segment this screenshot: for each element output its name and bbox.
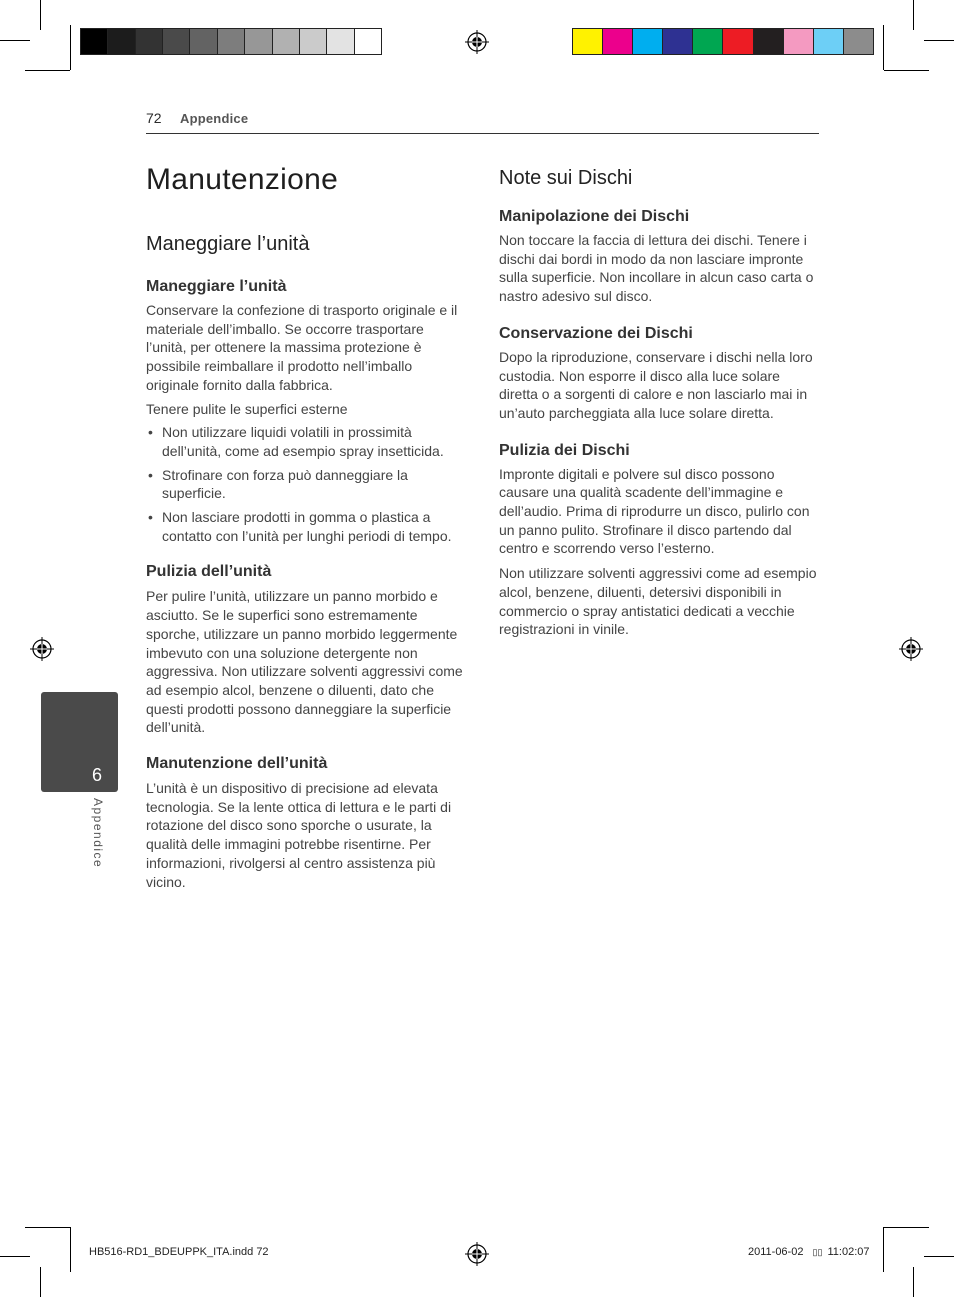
chapter-number: 6: [92, 765, 103, 785]
footer-date: [748, 1246, 870, 1258]
color-swatch: [81, 29, 108, 54]
paragraph: Per pulire l’unità, utilizzare un panno morbido e asciutto. Se le superfici sono estremamente sporche, utilizzare un panno morbido leggermente imbevuto con una soluzione detergente non aggressiva. Non utilizzare solventi aggressivi come ad esempio alcol, benzene o diluenti, dato che questi prodotti possono danneggiare la superficie dell’unità.: [146, 588, 463, 736]
bullet-list: [146, 423, 468, 545]
paragraph: Non toccare la faccia di lettura dei dischi. Tenere i dischi dai bordi in modo da non lasciare impronte sulla superficie. Non incollare in alcun caso carta o nastro adesivo sul disco.: [499, 232, 814, 305]
process-color-bar: [572, 28, 874, 55]
color-swatch: [603, 29, 633, 54]
crop-mark: [25, 70, 70, 71]
subsection-title: Pulizia dei Dischi: [499, 441, 630, 459]
paragraph: Non utilizzare solventi aggressivi come ad esempio alcol, benzene, diluenti, detersivi disponibili in commercio o spray antistatici dedicati a vecchie registrazioni in vinile.: [499, 565, 817, 638]
registration-mark-icon: [899, 637, 923, 661]
crop-mark: [25, 1227, 70, 1228]
crop-mark: [884, 70, 929, 71]
crop-mark: [0, 1256, 30, 1257]
header-rule: [146, 133, 819, 134]
chapter-label: Appendice: [91, 798, 105, 869]
page-title: Manutenzione: [146, 163, 339, 196]
grayscale-color-bar: [80, 28, 382, 55]
chapter-tab: [41, 692, 118, 792]
section-title: Maneggiare l’unità: [146, 233, 310, 255]
color-swatch: [754, 29, 784, 54]
crop-mark: [884, 1227, 929, 1228]
page-number: 72: [146, 110, 162, 126]
paragraph: Tenere pulite le superfici esterne: [146, 400, 348, 417]
right-column: [499, 167, 821, 639]
paragraph: Conservare la confezione di trasporto originale e il materiale dell’imballo. Se occorre trasportare l’unità, per ottenere la massima protezione è possibile reimballare il prodotto nell’imballo originale fornito dalla fabbrica.: [146, 302, 458, 393]
color-swatch: [245, 29, 272, 54]
subsection-title: Conservazione dei Dischi: [499, 324, 693, 342]
left-column: [146, 163, 468, 891]
color-swatch: [108, 29, 135, 54]
footer-time-mark: ▯▯: [812, 1247, 823, 1257]
section-title: Note sui Dischi: [499, 167, 633, 189]
paragraph: Impronte digitali e polvere sul disco possono causare una qualità scadente dell’immagine e dell’audio. Prima di riprodurre un disco, pulirlo con un panno pulito. Strofinare il disco partendo dal centro e scorrendo verso l’esterno.: [499, 465, 810, 557]
color-swatch: [136, 29, 163, 54]
footer-filename: HB516-RD1_BDEUPPK_ITA.indd 72: [89, 1246, 269, 1258]
color-swatch: [355, 29, 381, 54]
paragraph: Dopo la riproduzione, conservare i dischi nella loro custodia. Non esporre il disco alla luce solare diretta o a sorgenti di calore e non lasciarlo mai in un’auto parcheggiata alla luce solare diretta.: [499, 348, 813, 421]
crop-mark: [40, 1267, 41, 1297]
color-swatch: [300, 29, 327, 54]
crop-mark: [40, 0, 41, 30]
crop-mark: [70, 25, 71, 70]
registration-mark-icon: [465, 1242, 489, 1266]
list-item: • Non lasciare prodotti in gomma o plastica a contatto con l’unità per lunghi periodi di tempo.: [146, 508, 468, 545]
crop-mark: [0, 40, 30, 41]
subsection-title: Manipolazione dei Dischi: [499, 208, 690, 225]
running-header-title: Appendice: [180, 111, 249, 126]
subsection-title: Pulizia dell’unità: [146, 563, 272, 581]
crop-mark: [913, 1267, 914, 1297]
color-swatch: [663, 29, 693, 54]
color-swatch: [784, 29, 814, 54]
crop-mark: [924, 1256, 954, 1257]
color-swatch: [190, 29, 217, 54]
crop-mark: [924, 40, 954, 41]
crop-mark: [883, 25, 884, 70]
registration-mark-icon: [465, 30, 489, 54]
color-swatch: [218, 29, 245, 54]
color-swatch: [273, 29, 300, 54]
paragraph: L’unità è un dispositivo di precisione ad elevata tecnologia. Se la lente ottica di lettura e le parti di rotazione del disco sono sporche o usurate, la qualità delle immagini potrebbe risentirne. Per informazioni, rivolgersi al centro assistenza più vicino.: [146, 780, 452, 890]
color-swatch: [633, 29, 663, 54]
registration-mark-icon: [30, 637, 54, 661]
list-item: • Non utilizzare liquidi volatili in prossimità dell’unità, come ad esempio spray insetticida.: [146, 423, 468, 460]
subsection-title: Maneggiare l’unità: [146, 278, 287, 295]
color-swatch: [723, 29, 753, 54]
color-swatch: [573, 29, 603, 54]
footer-time: 11:02:07: [827, 1246, 870, 1258]
footer-date-value: 2011-06-02: [748, 1246, 804, 1258]
color-swatch: [814, 29, 844, 54]
crop-mark: [70, 1227, 71, 1272]
color-swatch: [163, 29, 190, 54]
crop-mark: [913, 0, 914, 30]
color-swatch: [327, 29, 354, 54]
color-swatch: [844, 29, 873, 54]
subsection-title: Manutenzione dell’unità: [146, 755, 328, 773]
crop-mark: [883, 1227, 884, 1272]
list-item: • Strofinare con forza può danneggiare la superficie.: [146, 466, 468, 503]
color-swatch: [693, 29, 723, 54]
